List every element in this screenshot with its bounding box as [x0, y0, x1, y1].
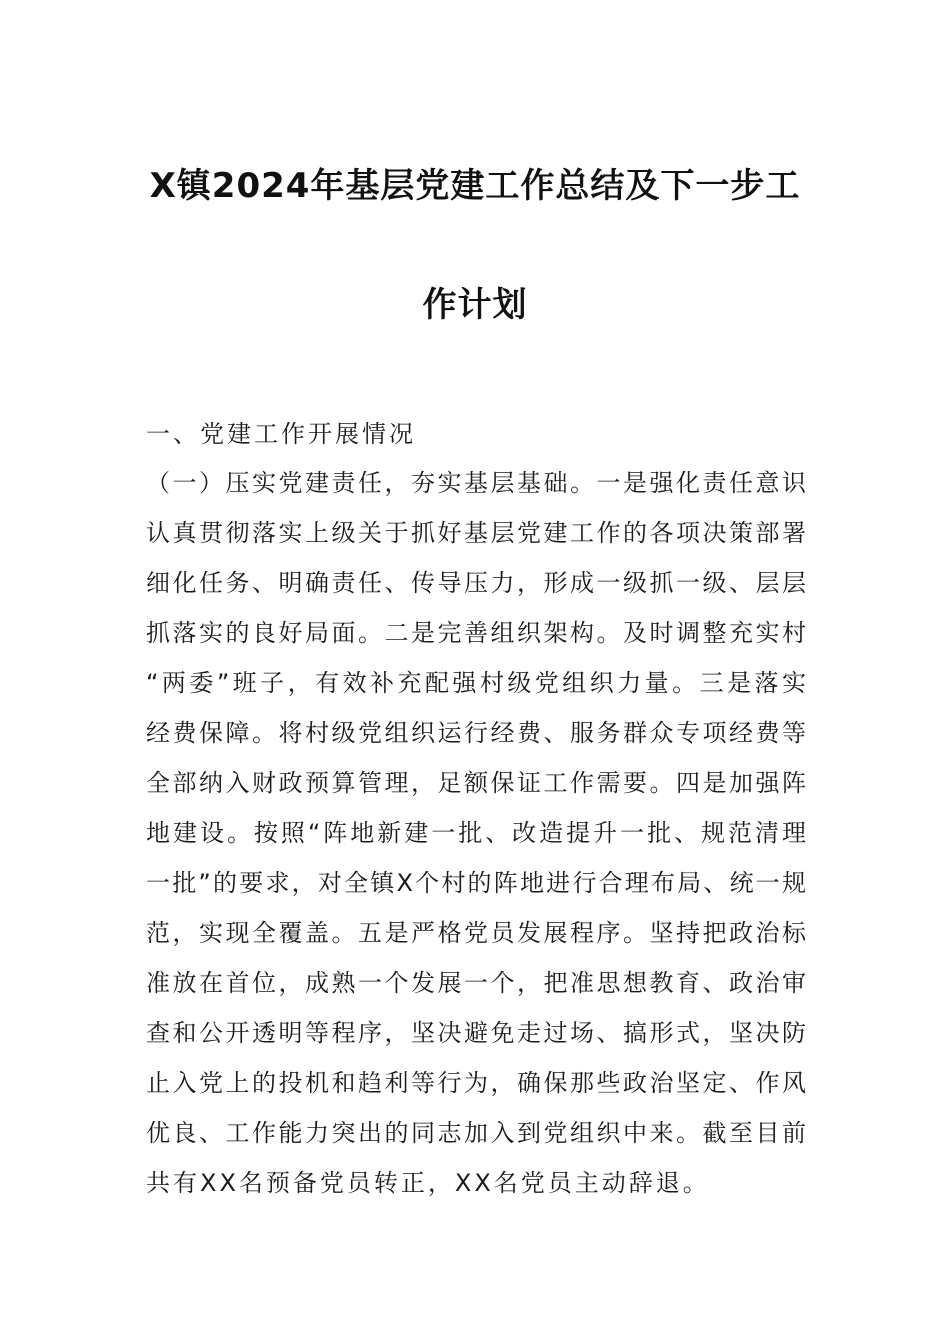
- paragraph-line: 范，实现全覆盖。五是严格党员发展程序。坚持把政治标: [146, 919, 806, 947]
- paragraph-line: 止入党上的投机和趋利等行为，确保那些政治坚定、作风: [146, 1069, 806, 1097]
- paragraph-line: “两委”班子，有效补充配强村级党组织力量。三是落实: [146, 669, 806, 697]
- paragraph-line: 细化任务、明确责任、传导压力，形成一级抓一级、层层: [146, 569, 806, 597]
- paragraph-line: 地建设。按照“阵地新建一批、改造提升一批、规范清理: [146, 819, 806, 847]
- paragraph-line: 经费保障。将村级党组织运行经费、服务群众专项经费等: [146, 719, 806, 747]
- paragraph-line: 抓落实的良好局面。二是完善组织架构。及时调整充实村: [146, 619, 806, 647]
- paragraph-line: 全部纳入财政预算管理，足额保证工作需要。四是加强阵: [146, 769, 806, 797]
- paragraph-line: 查和公开透明等程序，坚决避免走过场、搞形式，坚决防: [146, 1019, 806, 1047]
- document-title-line-2: 作计划: [422, 285, 528, 325]
- paragraph-line: 优良、工作能力突出的同志加入到党组织中来。截至目前: [146, 1119, 806, 1147]
- section-heading: 一、党建工作开展情况: [146, 420, 416, 448]
- document-title-line-1: X镇2024年基层党建工作总结及下一步工: [149, 166, 801, 206]
- body-paragraph: [146, 458, 806, 1208]
- paragraph-line: （一）压实党建责任，夯实基层基础。一是强化责任意识: [146, 469, 806, 497]
- paragraph-line: 共有XX名预备党员转正，XX名党员主动辞退。: [146, 1169, 710, 1197]
- paragraph-line: 一批”的要求，对全镇X个村的阵地进行合理布局、统一规: [146, 869, 806, 897]
- paragraph-line: 认真贯彻落实上级关于抓好基层党建工作的各项决策部署: [146, 519, 806, 547]
- paragraph-line: 准放在首位，成熟一个发展一个，把准思想教育、政治审: [146, 969, 806, 997]
